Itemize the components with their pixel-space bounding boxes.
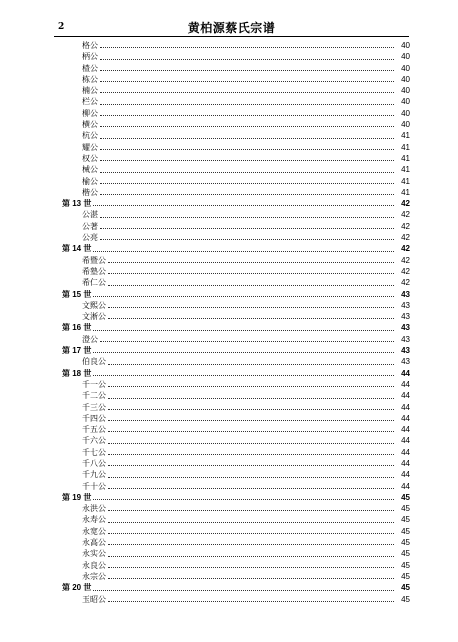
toc-entry[interactable] [62,560,410,571]
toc-entry[interactable] [62,594,410,605]
toc-entry[interactable] [62,469,410,480]
toc-generation-heading[interactable] [62,582,410,593]
toc-entry-page: 42 [401,221,410,231]
toc-entry[interactable] [62,481,410,492]
toc-entry-label: 杭公 [82,131,98,141]
toc-entry-label: 第 17 世 [62,346,92,356]
dot-leader [100,160,394,161]
toc-entry-page: 43 [401,323,410,333]
toc-entry-page: 45 [401,549,410,559]
toc-entry[interactable] [62,63,410,74]
toc-entry[interactable] [62,514,410,525]
dot-leader [108,420,394,421]
toc-entry-page: 40 [401,74,410,84]
toc-entry-page: 45 [401,538,410,548]
dot-leader [100,115,394,116]
toc-entry-label: 文淅公 [82,312,106,322]
toc-entry-page: 42 [401,199,410,209]
dot-leader [93,499,394,500]
toc-entry-label: 楂公 [82,63,98,73]
toc-entry-label: 栋公 [82,74,98,84]
toc-entry-label: 永宽公 [82,526,106,536]
toc-entry[interactable] [62,526,410,537]
dot-leader [108,488,394,489]
toc-entry-page: 44 [401,402,410,412]
toc-entry-label: 千十公 [82,481,106,491]
toc-entry-label: 永宗公 [82,571,106,581]
dot-leader [108,431,394,432]
toc-entry-label: 千二公 [82,391,106,401]
dot-leader [93,330,394,331]
toc-entry-page: 44 [401,413,410,423]
toc-entry-label: 柄公 [82,52,98,62]
toc-entry-label: 永寿公 [82,515,106,525]
toc-entry-page: 40 [401,97,410,107]
toc-entry-label: 第 19 世 [62,492,92,502]
toc-generation-heading[interactable] [62,345,410,356]
dot-leader [100,172,394,173]
toc-entry-page: 41 [401,187,410,197]
toc-entry[interactable] [62,390,410,401]
dot-leader [100,47,394,48]
toc-entry-page: 40 [401,86,410,96]
toc-entry[interactable] [62,300,410,311]
toc-entry-page: 42 [401,233,410,243]
toc-entry-page: 42 [401,255,410,265]
toc-entry[interactable] [62,413,410,424]
toc-entry[interactable] [62,379,410,390]
toc-entry-page: 41 [401,153,410,163]
dot-leader [93,352,394,353]
dot-leader [108,578,394,579]
dot-leader [108,386,394,387]
dot-leader [108,307,394,308]
toc-entry-page: 45 [401,560,410,570]
toc-entry-label: 横公 [82,120,98,130]
toc-entry-label: 榆公 [82,176,98,186]
toc-entry-page: 43 [401,334,410,344]
dot-leader [100,70,394,71]
page-number: 2 [58,22,65,32]
toc-entry-label: 希塾公 [82,266,106,276]
dot-leader [108,601,394,602]
toc-entry[interactable] [62,266,410,277]
dot-leader [100,228,394,229]
toc-entry-label: 千一公 [82,379,106,389]
dot-leader [100,183,394,184]
toc-entry[interactable] [62,232,410,243]
toc-entry-label: 文熙公 [82,300,106,310]
dot-leader [93,251,394,252]
toc-entry-page: 44 [401,458,410,468]
toc-entry-page: 45 [401,571,410,581]
toc-entry-page: 40 [401,63,410,73]
toc-entry-page: 40 [401,108,410,118]
toc-entry[interactable] [62,277,410,288]
toc-entry-label: 公亮 [82,233,98,243]
toc-entry[interactable] [62,85,410,96]
dot-leader [100,59,394,60]
dot-leader [100,138,394,139]
dot-leader [108,567,394,568]
toc-entry-page: 43 [401,312,410,322]
toc-entry-page: 43 [401,346,410,356]
dot-leader [108,318,394,319]
dot-leader [108,465,394,466]
toc-entry-page: 40 [401,41,410,50]
toc-entry[interactable] [62,74,410,85]
toc-entry[interactable] [62,40,410,51]
toc-entry-label: 永良公 [82,560,106,570]
toc-entry-label: 第 18 世 [62,368,92,378]
toc-entry-label: 千九公 [82,470,106,480]
toc-entry-page: 44 [401,470,410,480]
toc-entry-page: 45 [401,526,410,536]
toc-entry-label: 千八公 [82,458,106,468]
toc-entry-page: 42 [401,266,410,276]
toc-entry[interactable] [62,334,410,345]
toc-entry-label: 耀公 [82,142,98,152]
toc-entry-label: 伯良公 [82,357,106,367]
toc-entry-page: 44 [401,368,410,378]
dot-leader [108,398,394,399]
toc-entry-label: 第 20 世 [62,583,92,593]
toc-entry[interactable] [62,424,410,435]
toc-entry[interactable] [62,402,410,413]
toc-entry[interactable] [62,311,410,322]
dot-leader [108,262,394,263]
toc-generation-heading[interactable] [62,368,410,379]
toc-entry[interactable] [62,153,410,164]
toc-entry-label: 格公 [82,41,98,50]
toc-generation-heading[interactable] [62,492,410,503]
toc-entry-label: 千五公 [82,425,106,435]
dot-leader [108,364,394,365]
toc-entry[interactable] [62,356,410,367]
toc-generation-heading[interactable] [62,243,410,254]
toc-entry-page: 42 [401,244,410,254]
toc-entry-page: 45 [401,504,410,514]
toc-entry-label: 千三公 [82,402,106,412]
dot-leader [93,590,394,591]
dot-leader [100,239,394,240]
dot-leader [108,409,394,410]
toc-entry[interactable] [62,142,410,153]
toc-entry[interactable] [62,130,410,141]
dot-leader [108,285,394,286]
toc-entry[interactable] [62,51,410,62]
toc-entry-page: 42 [401,278,410,288]
toc-entry-label: 千七公 [82,447,106,457]
page-header [54,18,409,37]
dot-leader [100,217,394,218]
toc-entry[interactable] [62,119,410,130]
toc-entry-page: 44 [401,425,410,435]
toc-entry-page: 45 [401,492,410,502]
toc-entry-page: 44 [401,436,410,446]
dot-leader [108,443,394,444]
toc-entry-page: 44 [401,481,410,491]
toc-entry-page: 45 [401,594,410,604]
toc-entry-label: 第 16 世 [62,323,92,333]
toc-entry[interactable] [62,176,410,187]
toc-entry[interactable] [62,435,410,446]
dot-leader [100,104,394,105]
toc-entry[interactable] [62,164,410,175]
toc-entry-page: 43 [401,300,410,310]
dot-leader [100,149,394,150]
toc-entry-label: 第 14 世 [62,244,92,254]
toc-entry[interactable] [62,548,410,559]
toc-generation-heading[interactable] [62,289,410,300]
toc-entry[interactable] [62,447,410,458]
toc-entry-label: 永洪公 [82,504,106,514]
dot-leader [93,375,394,376]
toc-entry[interactable] [62,571,410,582]
toc-entry-label: 楷公 [82,187,98,197]
toc-entry[interactable] [62,537,410,548]
toc-entry-page: 44 [401,379,410,389]
dot-leader [108,556,394,557]
dot-leader [100,194,394,195]
toc-entry-label: 柳公 [82,108,98,118]
toc-entry-label: 权公 [82,153,98,163]
toc-entry[interactable] [62,96,410,107]
toc-entry-label: 栏公 [82,97,98,107]
toc-generation-heading[interactable] [62,198,410,209]
toc-entry-label: 公湛 [82,210,98,220]
toc-entry-label: 希仁公 [82,278,106,288]
dot-leader [100,126,394,127]
dot-leader [108,510,394,511]
toc-entry-page: 40 [401,120,410,130]
toc-entry-label: 千四公 [82,413,106,423]
toc-entry-label: 玉昭公 [82,594,106,604]
dot-leader [108,533,394,534]
toc-entry-page: 45 [401,515,410,525]
dot-leader [100,92,394,93]
toc-entry-page: 43 [401,357,410,367]
toc-entry-page: 41 [401,176,410,186]
dot-leader [93,296,394,297]
toc-entry-label: 第 13 世 [62,199,92,209]
toc-entry-label: 公著 [82,221,98,231]
table-of-contents [62,40,410,605]
dot-leader [108,477,394,478]
toc-entry-page: 44 [401,447,410,457]
toc-entry[interactable] [62,108,410,119]
toc-entry[interactable] [62,255,410,266]
toc-entry-page: 41 [401,165,410,175]
toc-entry[interactable] [62,221,410,232]
toc-entry-page: 41 [401,142,410,152]
book-title: 黄柏源蔡氏宗谱 [187,21,276,35]
dot-leader [108,454,394,455]
toc-entry-label: 千六公 [82,436,106,446]
toc-entry-label: 楠公 [82,86,98,96]
toc-entry-label: 永高公 [82,538,106,548]
dot-leader [108,544,394,545]
toc-entry-page: 41 [401,131,410,141]
dot-leader [108,273,394,274]
toc-entry[interactable] [62,458,410,469]
toc-entry-page: 43 [401,289,410,299]
toc-entry-label: 械公 [82,165,98,175]
toc-entry-page: 45 [401,583,410,593]
toc-entry-page: 40 [401,52,410,62]
toc-entry[interactable] [62,503,410,514]
toc-entry[interactable] [62,187,410,198]
toc-entry-label: 永实公 [82,549,106,559]
dot-leader [108,522,394,523]
dot-leader [100,81,394,82]
dot-leader [100,341,394,342]
toc-entry-label: 澄公 [82,334,98,344]
toc-generation-heading[interactable] [62,322,410,333]
toc-entry-label: 第 15 世 [62,289,92,299]
toc-entry-label: 希暨公 [82,255,106,265]
toc-entry[interactable] [62,209,410,220]
toc-entry-page: 42 [401,210,410,220]
dot-leader [93,205,394,206]
toc-entry-page: 44 [401,391,410,401]
